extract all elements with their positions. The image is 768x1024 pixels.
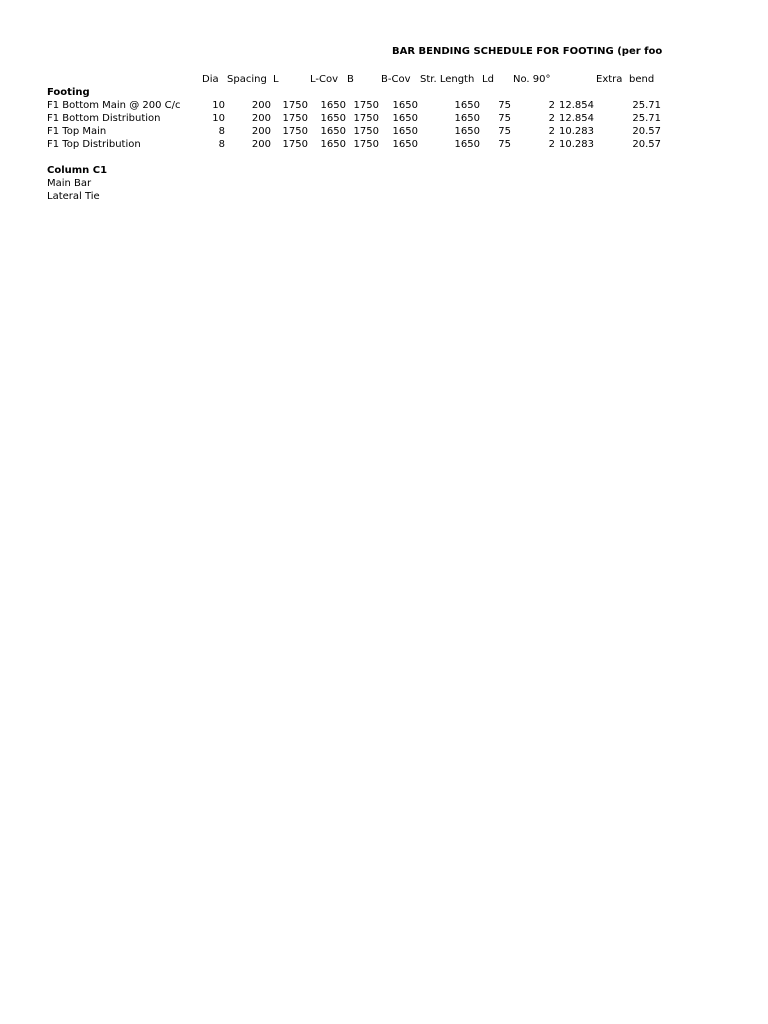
- section-heading-footing: Footing: [47, 87, 90, 98]
- cell-name: F1 Top Main: [47, 126, 107, 137]
- cell-str-length: 1650: [454, 139, 480, 150]
- header-spacing: Spacing: [227, 74, 267, 85]
- cell-b-cov: 1650: [392, 100, 418, 111]
- list-item: Lateral Tie: [47, 191, 100, 202]
- cell-ld: 75: [498, 126, 511, 137]
- cell-l-cov: 1650: [320, 113, 346, 124]
- header-str-length: Str. Length: [420, 74, 475, 85]
- cell-bend: 20.57: [632, 139, 661, 150]
- cell-name: F1 Top Distribution: [47, 139, 141, 150]
- header-b-cov: B-Cov: [381, 74, 411, 85]
- header-extra: Extra: [596, 74, 623, 85]
- cell-dia: 8: [218, 126, 225, 137]
- cell-str-length: 1650: [454, 126, 480, 137]
- cell-bend: 25.71: [632, 100, 661, 111]
- cell-spacing: 200: [251, 126, 271, 137]
- header-ld: Ld: [482, 74, 494, 85]
- cell-l: 1750: [282, 126, 308, 137]
- cell-no-90: 2: [548, 113, 555, 124]
- cell-str-length: 1650: [454, 113, 480, 124]
- cell-no-90: 2: [548, 100, 555, 111]
- header-l-cov: L-Cov: [310, 74, 339, 85]
- sheet-title: BAR BENDING SCHEDULE FOR FOOTING (per foo: [392, 46, 663, 57]
- cell-spacing: 200: [251, 113, 271, 124]
- table-row: [0, 113, 663, 126]
- cell-b: 1750: [353, 100, 379, 111]
- cell-extra: 10.283: [559, 139, 594, 150]
- cell-name: F1 Bottom Distribution: [47, 113, 161, 124]
- header-no-90: No. 90°: [513, 74, 551, 85]
- cell-extra: 10.283: [559, 126, 594, 137]
- cell-l-cov: 1650: [320, 100, 346, 111]
- cell-b-cov: 1650: [392, 113, 418, 124]
- cell-str-length: 1650: [454, 100, 480, 111]
- cell-b-cov: 1650: [392, 126, 418, 137]
- cell-bend: 25.71: [632, 113, 661, 124]
- list-item: Main Bar: [47, 178, 92, 189]
- cell-ld: 75: [498, 139, 511, 150]
- cell-dia: 10: [212, 113, 225, 124]
- cell-l-cov: 1650: [320, 126, 346, 137]
- header-l: L: [273, 74, 279, 85]
- cell-b-cov: 1650: [392, 139, 418, 150]
- cell-ld: 75: [498, 100, 511, 111]
- cell-b: 1750: [353, 139, 379, 150]
- cell-no-90: 2: [548, 139, 555, 150]
- cell-b: 1750: [353, 126, 379, 137]
- cell-dia: 8: [218, 139, 225, 150]
- table-row: [0, 126, 663, 139]
- cell-bend: 20.57: [632, 126, 661, 137]
- cell-spacing: 200: [251, 100, 271, 111]
- table-row: [0, 100, 663, 113]
- cell-ld: 75: [498, 113, 511, 124]
- cell-extra: 12.854: [559, 100, 594, 111]
- cell-name: F1 Bottom Main @ 200 C/c: [47, 100, 181, 111]
- header-dia: Dia: [202, 74, 219, 85]
- cell-spacing: 200: [251, 139, 271, 150]
- header-bend: bend: [629, 74, 655, 85]
- cell-l: 1750: [282, 100, 308, 111]
- section-heading-column: Column C1: [47, 165, 108, 176]
- cell-l: 1750: [282, 113, 308, 124]
- table-row: [0, 139, 663, 152]
- cell-b: 1750: [353, 113, 379, 124]
- cell-dia: 10: [212, 100, 225, 111]
- cell-no-90: 2: [548, 126, 555, 137]
- cell-l: 1750: [282, 139, 308, 150]
- cell-extra: 12.854: [559, 113, 594, 124]
- cell-l-cov: 1650: [320, 139, 346, 150]
- header-b: B: [347, 74, 354, 85]
